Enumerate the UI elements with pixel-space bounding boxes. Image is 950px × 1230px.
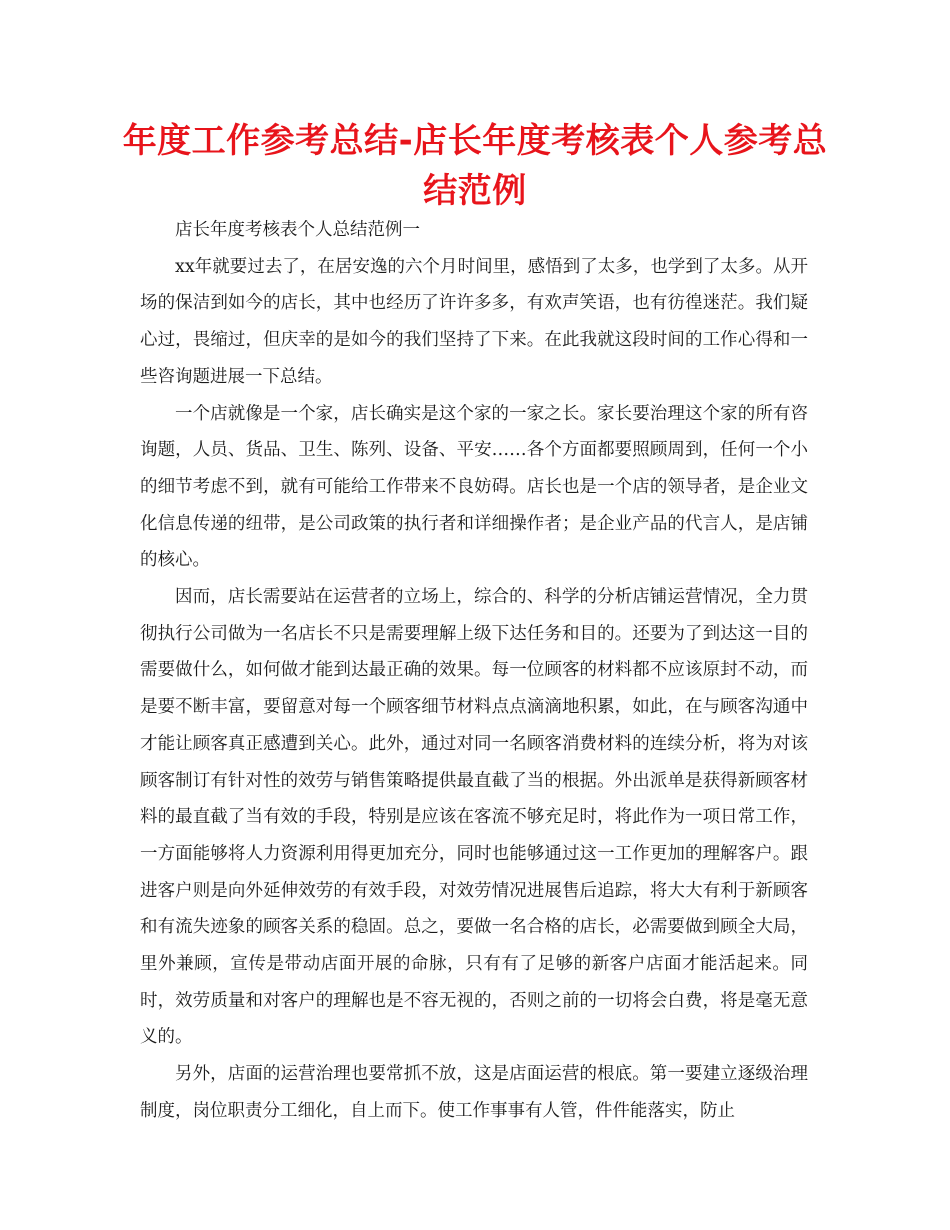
section-heading: 店长年度考核表个人总结范例一 <box>175 220 420 240</box>
document-title: 年度工作参考总结-店长年度考核表个人参考总结范例 <box>122 121 828 211</box>
paragraph: 另外，店面的运营治理也要常抓不放，这是店面运营的根底。第一要建立逐级治理制度，岗位职责分工细化，自上而下。使工作事事有人管，件件能落实，防止 <box>140 1064 808 1121</box>
paragraph: xx年就要过去了，在居安逸的六个月时间里，感悟到了太多，也学到了太多。从开场的保洁到如今的店长，其中也经历了许许多多，有欢声笑语，也有彷徨迷茫。我们疑心过，畏缩过，但庆幸的是如今的我们坚持了下来。在此我就这段时间的工作心得和一些咨询题进展一下总结。 <box>140 256 808 387</box>
paragraph: 因而，店长需要站在运营者的立场上，综合的、科学的分析店铺运营情况，全力贯彻执行公司做为一名店长不只是需要理解上级下达任务和目的。还要为了到达这一目的需要做什么，如何做才能到达最正确的效果。每一位顾客的材料都不应该原封不动，而是要不断丰富，要留意对每一个顾客细节材料点点滴滴地积累，如此，在与顾客沟通中才能让顾客真正感遭到关心。此外，通过对同一名顾客消费材料的连续分析，将为对该顾客制订有针对性的效劳与销售策略提供最直截了当的根据。外出派单是获得新顾客材料的最直截了当有效的手段，特别是应该在客流不够充足时，将此作为一项日常工作，一方面能够将人力资源利用得更加充分，同时也能够通过这一工作更加的理解客户。跟进客户则是向外延伸效劳的有效手段，对效劳情况进展售后追踪，将大大有利于新顾客和有流失迹象的顾客关系的稳固。总之，要做一名合格的店长，必需要做到顾全大局，里外兼顾，宣传是带动店面开展的命脉，只有有了足够的新客户店面才能活起来。同时，效劳质量和对客户的理解也是不容无视的，否则之前的一切将会白费，将是毫无意义的。 <box>140 587 808 1048</box>
document-body <box>140 212 808 1130</box>
paragraph: 一个店就像是一个家，店长确实是这个家的一家之长。家长要治理这个家的所有咨询题，人员、货品、卫生、陈列、设备、平安……各个方面都要照顾周到，任何一个小的细节考虑不到，就有可能给工作带来不良妨碍。店长也是一个店的领导者，是企业文化信息传递的纽带，是公司政策的执行者和详细操作者；是企业产品的代言人，是店铺的核心。 <box>140 403 808 571</box>
